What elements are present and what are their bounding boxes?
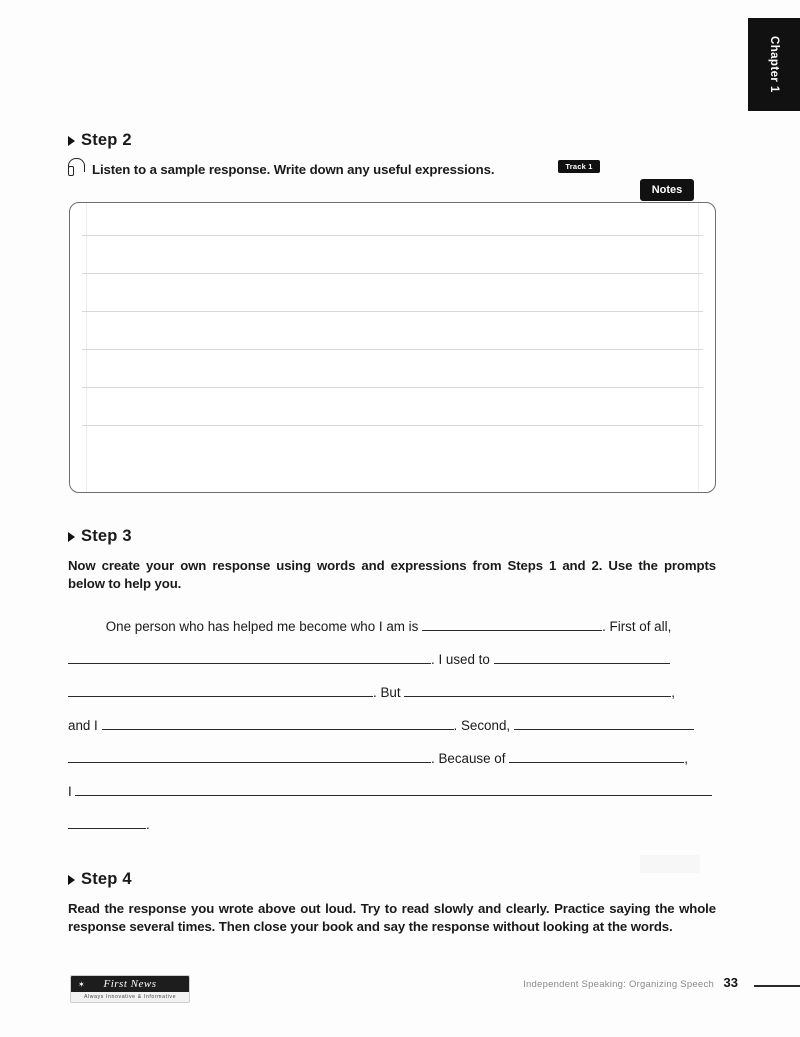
prompt-text: . Second,	[453, 718, 511, 733]
triangle-right-icon	[68, 532, 75, 542]
prompt-line-6	[68, 775, 716, 808]
track-badge: Track 1	[558, 160, 600, 173]
prompt-text: ,	[671, 685, 676, 700]
footer-rule	[754, 985, 800, 987]
notes-rule	[82, 235, 703, 236]
notes-rule	[82, 273, 703, 274]
prompt-text: . First of all,	[602, 619, 672, 634]
notes-rule	[82, 387, 703, 388]
write-in-blank[interactable]	[422, 616, 602, 631]
write-in-blank[interactable]	[68, 748, 431, 763]
notes-rule	[82, 425, 703, 426]
write-in-blank[interactable]	[75, 781, 712, 796]
write-in-blank[interactable]	[102, 715, 454, 730]
write-in-blank[interactable]	[68, 682, 373, 697]
prompt-line-7	[68, 808, 716, 841]
notes-margin-line	[698, 203, 699, 492]
prompt-text: I	[68, 784, 72, 799]
notes-margin-line	[86, 203, 87, 492]
prompt-text: ,	[684, 751, 688, 766]
star-icon: ✶	[78, 980, 85, 989]
publisher-logo	[70, 975, 190, 1003]
triangle-right-icon	[68, 875, 75, 885]
page-number: 33	[723, 975, 738, 990]
step-4-title: Step 4	[81, 870, 132, 888]
write-in-blank[interactable]	[68, 649, 431, 664]
prompt-text: and I	[68, 718, 98, 733]
write-in-blank[interactable]	[509, 748, 684, 763]
logo-name: First News	[71, 976, 189, 992]
chapter-tab	[748, 18, 800, 111]
prompt-line-1	[68, 610, 716, 643]
step-2-heading	[68, 131, 132, 150]
write-in-blank[interactable]	[494, 649, 670, 664]
prompt-line-5	[68, 742, 716, 775]
step-3-title: Step 3	[81, 527, 132, 545]
prompt-text: . But	[373, 685, 401, 700]
notes-box[interactable]	[69, 202, 716, 493]
scan-artifact	[640, 855, 700, 873]
chapter-tab-label: Chapter 1	[768, 36, 780, 93]
notes-rule	[82, 349, 703, 350]
prompt-line-3	[68, 676, 716, 709]
step-2-title: Step 2	[81, 131, 132, 149]
response-prompt[interactable]	[68, 610, 716, 841]
headphone-icon	[68, 158, 85, 176]
prompt-text: . I used to	[431, 652, 490, 667]
prompt-line-2	[68, 643, 716, 676]
prompt-text: One person who has helped me become who I am is	[105, 619, 419, 634]
prompt-text: . Because of	[431, 751, 506, 766]
step-3-heading	[68, 527, 132, 546]
prompt-text: .	[146, 817, 150, 832]
step-3-instruction: Now create your own response using words and expressions from Steps 1 and 2. Use the prompts below to help you.	[68, 558, 716, 592]
step-2-instruction: Listen to a sample response. Write down any useful expressions.	[92, 162, 495, 177]
notes-tab: Notes	[640, 179, 694, 201]
write-in-blank[interactable]	[404, 682, 671, 697]
notes-rule	[82, 311, 703, 312]
footer-section-title: Independent Speaking: Organizing Speech	[523, 979, 714, 990]
logo-tagline: Always Innovative & Informative	[83, 994, 177, 1000]
step-4-heading	[68, 870, 132, 889]
write-in-blank[interactable]	[514, 715, 694, 730]
triangle-right-icon	[68, 136, 75, 146]
prompt-line-4	[68, 709, 716, 742]
step-4-instruction: Read the response you wrote above out loud. Try to read slowly and clearly. Practice saying the whole response several times. Then close your book and say the response without looking at the words.	[68, 901, 716, 935]
write-in-blank[interactable]	[68, 814, 146, 829]
